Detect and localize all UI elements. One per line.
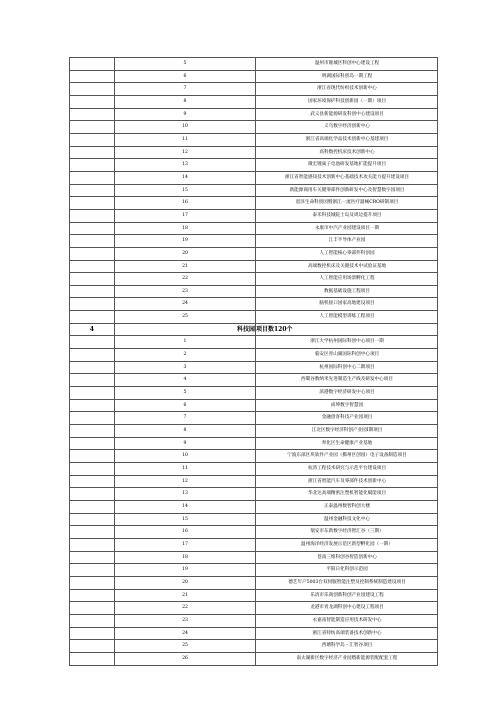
project-name (256, 652, 438, 665)
row-number: 20 (115, 247, 256, 260)
table-row (70, 526, 438, 539)
table-row (70, 108, 438, 121)
project-name-text: 金融创客科技产业园项目 (321, 415, 373, 421)
section-count: 项目数120个 (256, 323, 438, 336)
project-name (256, 349, 438, 362)
row-number: 26 (115, 652, 256, 665)
project-name-text: 浙江省特纺高端装备技术创新中心 (312, 630, 382, 636)
category-cell (70, 652, 115, 665)
table-row (70, 298, 438, 311)
category-cell (70, 247, 115, 260)
category-cell (70, 133, 115, 146)
row-number: 21 (115, 260, 256, 273)
project-name-text: 浙江省智能感知技术创新中心基础技术攻关能力提升建设项目 (284, 174, 410, 180)
project-name-text: 武义县新能源研发科创中心建设项目 (310, 111, 384, 117)
row-number: 10 (115, 450, 256, 463)
project-list-sheet (69, 57, 434, 666)
row-number: 16 (115, 197, 256, 210)
row-number: 13 (115, 159, 256, 172)
project-name (256, 171, 438, 184)
project-name (256, 70, 438, 83)
category-cell (70, 273, 115, 286)
row-number: 6 (115, 399, 256, 412)
table-row (70, 70, 438, 83)
table-row (70, 538, 438, 551)
category-cell (70, 589, 115, 602)
row-number: 9 (115, 108, 256, 121)
project-name (256, 235, 438, 248)
table-row (70, 336, 438, 349)
project-name (256, 564, 438, 577)
project-name-text: 泰禾科技城院士岛及周边提升项目 (312, 212, 382, 218)
row-number: 14 (115, 171, 256, 184)
project-name-text: 高端数控机床及关键技术中试验证基地 (307, 263, 387, 269)
category-cell (70, 576, 115, 589)
row-number: 19 (115, 235, 256, 248)
row-number: 21 (115, 589, 256, 602)
category-cell (70, 475, 115, 488)
project-name-text: 苍南三维科创谷智造创新中心 (317, 554, 377, 560)
table-row (70, 425, 438, 438)
project-name (256, 387, 438, 400)
table-row (70, 285, 438, 298)
row-number: 8 (115, 425, 256, 438)
project-name-text: 明湖国际科创岛一期工程 (321, 73, 373, 79)
row-number: 23 (115, 285, 256, 298)
category-cell (70, 450, 115, 463)
project-name-text: 奉化区生命健康产业基地 (321, 440, 373, 446)
category-cell (70, 425, 115, 438)
category-cell (70, 387, 115, 400)
category-cell (70, 209, 115, 222)
row-number: 5 (115, 58, 256, 71)
table-row (70, 564, 438, 577)
row-number: 7 (115, 412, 256, 425)
category-cell (70, 121, 115, 134)
project-name (256, 121, 438, 134)
project-name (256, 209, 438, 222)
category-cell (70, 526, 115, 539)
row-number: 14 (115, 500, 256, 513)
category-cell (70, 564, 115, 577)
table-row (70, 627, 438, 640)
table-row (70, 614, 438, 627)
table-row (70, 83, 438, 96)
project-name (256, 551, 438, 564)
project-name-text: 德艺年产5003台双伺服智能注塑及控制系统制造建设项目 (288, 579, 406, 585)
row-number: 7 (115, 83, 256, 96)
row-number: 13 (115, 488, 256, 501)
section-index: 4 (70, 323, 115, 336)
project-name-text: 新能源商用车关键零部件创新研发中心及智慧数字园项目 (289, 187, 405, 193)
table-row (70, 652, 438, 665)
table-row (70, 399, 438, 412)
row-number: 5 (115, 387, 256, 400)
section-title: 科技园 (115, 323, 256, 336)
category-cell (70, 83, 115, 96)
category-cell (70, 336, 115, 349)
project-name-text: 西塘科学岛・汇智谷项目 (321, 643, 373, 649)
project-name (256, 412, 438, 425)
project-name-text: 永嘉南智能制造应用技术研发中心 (312, 617, 382, 623)
table-row (70, 184, 438, 197)
project-name-text: 杭州国际科创中心二期项目 (319, 364, 375, 370)
row-number: 9 (115, 437, 256, 450)
category-cell (70, 108, 115, 121)
project-name (256, 589, 438, 602)
project-name-text: 华北达高端精密注塑机智能化赋能项目 (307, 491, 387, 497)
row-number: 1 (115, 336, 256, 349)
category-cell (70, 349, 115, 362)
category-cell (70, 184, 115, 197)
table-row (70, 361, 438, 374)
category-cell (70, 500, 115, 513)
row-number: 18 (115, 551, 256, 564)
row-number: 8 (115, 95, 256, 108)
row-number: 10 (115, 121, 256, 134)
table-row (70, 412, 438, 425)
category-cell (70, 171, 115, 184)
project-name-text: 临安区青山湖国际科创中心项目 (314, 352, 380, 358)
category-cell (70, 437, 115, 450)
category-cell (70, 627, 115, 640)
table-row (70, 387, 438, 400)
row-number: 12 (115, 146, 256, 159)
table-row (70, 121, 438, 134)
project-name (256, 146, 438, 159)
category-cell (70, 412, 115, 425)
project-name (256, 500, 438, 513)
table-row (70, 235, 438, 248)
project-name-text: 南太湖新区数字经济产业园暨新能源装配配套工程 (296, 655, 398, 661)
project-name-text: 脑机接口国家高地建设项目 (319, 301, 375, 307)
table-row (70, 437, 438, 450)
table-row (70, 159, 438, 172)
project-name-text: 浙江省现代纺织技术创新中心 (317, 86, 377, 92)
project-name (256, 488, 438, 501)
category-cell (70, 298, 115, 311)
category-cell (70, 70, 115, 83)
row-number: 3 (115, 361, 256, 374)
project-name (256, 58, 438, 71)
section-header-row (70, 323, 438, 336)
project-name (256, 538, 438, 551)
category-cell (70, 614, 115, 627)
row-number: 25 (115, 311, 256, 324)
row-number: 17 (115, 538, 256, 551)
row-number: 16 (115, 526, 256, 539)
project-name (256, 133, 438, 146)
category-cell (70, 222, 115, 235)
row-number: 18 (115, 222, 256, 235)
project-name (256, 475, 438, 488)
project-name-text: 温州金融科技文化中心 (324, 516, 370, 522)
project-name-text: 龙港市青龙湖科创中心建设工程项目 (310, 605, 384, 611)
project-name-text: 西蜀谷数纳米先进制造生产线及研发中心项目 (301, 377, 393, 383)
project-name (256, 526, 438, 539)
table-row (70, 247, 438, 260)
category-cell (70, 197, 115, 210)
category-cell (70, 58, 115, 71)
project-name (256, 222, 438, 235)
category-cell (70, 285, 115, 298)
project-name (256, 83, 438, 96)
project-name (256, 640, 438, 653)
row-number: 17 (115, 209, 256, 222)
row-number: 24 (115, 627, 256, 640)
project-name (256, 437, 438, 450)
project-name (256, 361, 438, 374)
row-number: 15 (115, 184, 256, 197)
project-name (256, 159, 438, 172)
category-cell (70, 640, 115, 653)
row-number: 22 (115, 602, 256, 615)
project-name-text: 宁波东部区块软件产业园（鄞州区创园）电子设备制造项目 (287, 453, 407, 459)
project-name-text: 微宏锂离子电池研发基地扩能提升项目 (307, 162, 387, 168)
project-name-text: 正泰温州数智科创大楼 (324, 503, 370, 509)
project-name-text: 温州市鹿城区科创中心建设工程 (314, 61, 380, 66)
project-name-text: 平阳日化科创示范园 (326, 567, 368, 573)
row-number: 11 (115, 133, 256, 146)
table-row (70, 576, 438, 589)
row-number: 2 (115, 349, 256, 362)
project-name-text: 人工智能应用场景孵化工程 (319, 276, 375, 282)
project-name (256, 374, 438, 387)
table-row (70, 463, 438, 476)
row-number: 4 (115, 374, 256, 387)
project-name (256, 627, 438, 640)
project-name-text: 永康市中汽产业园建设项目一期 (314, 225, 380, 231)
table-row (70, 222, 438, 235)
table-row (70, 551, 438, 564)
project-name (256, 425, 438, 438)
category-cell (70, 488, 115, 501)
table-row (70, 311, 438, 324)
category-cell (70, 260, 115, 273)
row-number: 22 (115, 273, 256, 286)
project-name (256, 298, 438, 311)
project-name-text: 温州海洋经济发展示范区新型孵化园（一期） (301, 541, 393, 547)
project-table (69, 57, 438, 666)
row-number: 19 (115, 564, 256, 577)
project-name-text: 数据基础设施工程项目 (324, 288, 370, 294)
table-row (70, 374, 438, 387)
table-row (70, 58, 438, 71)
project-name (256, 95, 438, 108)
project-name (256, 602, 438, 615)
project-name-text: 义乌数字经济创新中心 (324, 124, 370, 130)
table-row (70, 640, 438, 653)
project-name (256, 450, 438, 463)
project-name (256, 463, 438, 476)
row-number: 15 (115, 513, 256, 526)
project-name-text: 浙江省高端化学品技术创新中心基建项目 (305, 136, 389, 142)
project-name (256, 273, 438, 286)
project-name-text: 人工智能模型训练工程项目 (319, 314, 375, 320)
project-name-text: 人工智能核心零部件科创园 (319, 250, 375, 256)
row-number: 11 (115, 463, 256, 476)
table-row (70, 273, 438, 286)
project-name-text: 乐清市乐商创新科创产业园建设工程 (310, 592, 384, 598)
project-name-text: 江北区数字经济科创产业园Ⅰ期项目 (311, 428, 383, 434)
project-name (256, 311, 438, 324)
table-row (70, 450, 438, 463)
project-name (256, 614, 438, 627)
category-cell (70, 399, 115, 412)
category-cell (70, 146, 115, 159)
project-name (256, 247, 438, 260)
table-row (70, 488, 438, 501)
project-name (256, 108, 438, 121)
project-name-text: 滨港数字经济研发中心项目 (319, 390, 375, 396)
project-name (256, 576, 438, 589)
category-cell (70, 374, 115, 387)
category-cell (70, 463, 115, 476)
category-cell (70, 551, 115, 564)
table-row (70, 589, 438, 602)
category-cell (70, 602, 115, 615)
category-cell (70, 538, 115, 551)
table-row (70, 602, 438, 615)
project-name-text: 高科数控机床技术创新中心 (319, 149, 375, 155)
row-number: 25 (115, 640, 256, 653)
project-name-text: 江丰半导体产业园 (328, 238, 366, 244)
category-cell (70, 235, 115, 248)
project-name (256, 260, 438, 273)
row-number: 6 (115, 70, 256, 83)
project-name-text: 浙江省智能汽车及零部件技术创新中心 (307, 478, 387, 484)
project-name (256, 336, 438, 349)
category-cell (70, 159, 115, 172)
project-name (256, 285, 438, 298)
project-name-text: 国家环境保护科技创新园（一期）项目 (307, 98, 387, 104)
row-number: 20 (115, 576, 256, 589)
project-name-text: 尚坤数字智慧园 (330, 402, 364, 408)
table-row (70, 475, 438, 488)
project-name (256, 184, 438, 197)
project-name (256, 513, 438, 526)
table-row (70, 146, 438, 159)
project-name (256, 197, 438, 210)
category-cell (70, 513, 115, 526)
table-row (70, 513, 438, 526)
table-row (70, 95, 438, 108)
project-name-text: 恩泽生命科创园暨浙江一流医疗器械CRO研制项目 (295, 200, 399, 206)
table-row (70, 260, 438, 273)
row-number: 24 (115, 298, 256, 311)
category-cell (70, 361, 115, 374)
project-name (256, 399, 438, 412)
table-row (70, 197, 438, 210)
table-row (70, 349, 438, 362)
row-number: 23 (115, 614, 256, 627)
project-name-text: 瑞安市东新数字经济智汇谷（三期） (310, 529, 384, 535)
category-cell (70, 311, 115, 324)
project-name-text: 浙江大学杭州国际科创中心项目一期 (310, 339, 384, 345)
table-row (70, 500, 438, 513)
category-cell (70, 95, 115, 108)
table-row (70, 133, 438, 146)
row-number: 12 (115, 475, 256, 488)
table-row (70, 209, 438, 222)
project-name-text: 杭湾工程技术研究与示范平台建设项目 (307, 466, 387, 471)
table-row (70, 171, 438, 184)
